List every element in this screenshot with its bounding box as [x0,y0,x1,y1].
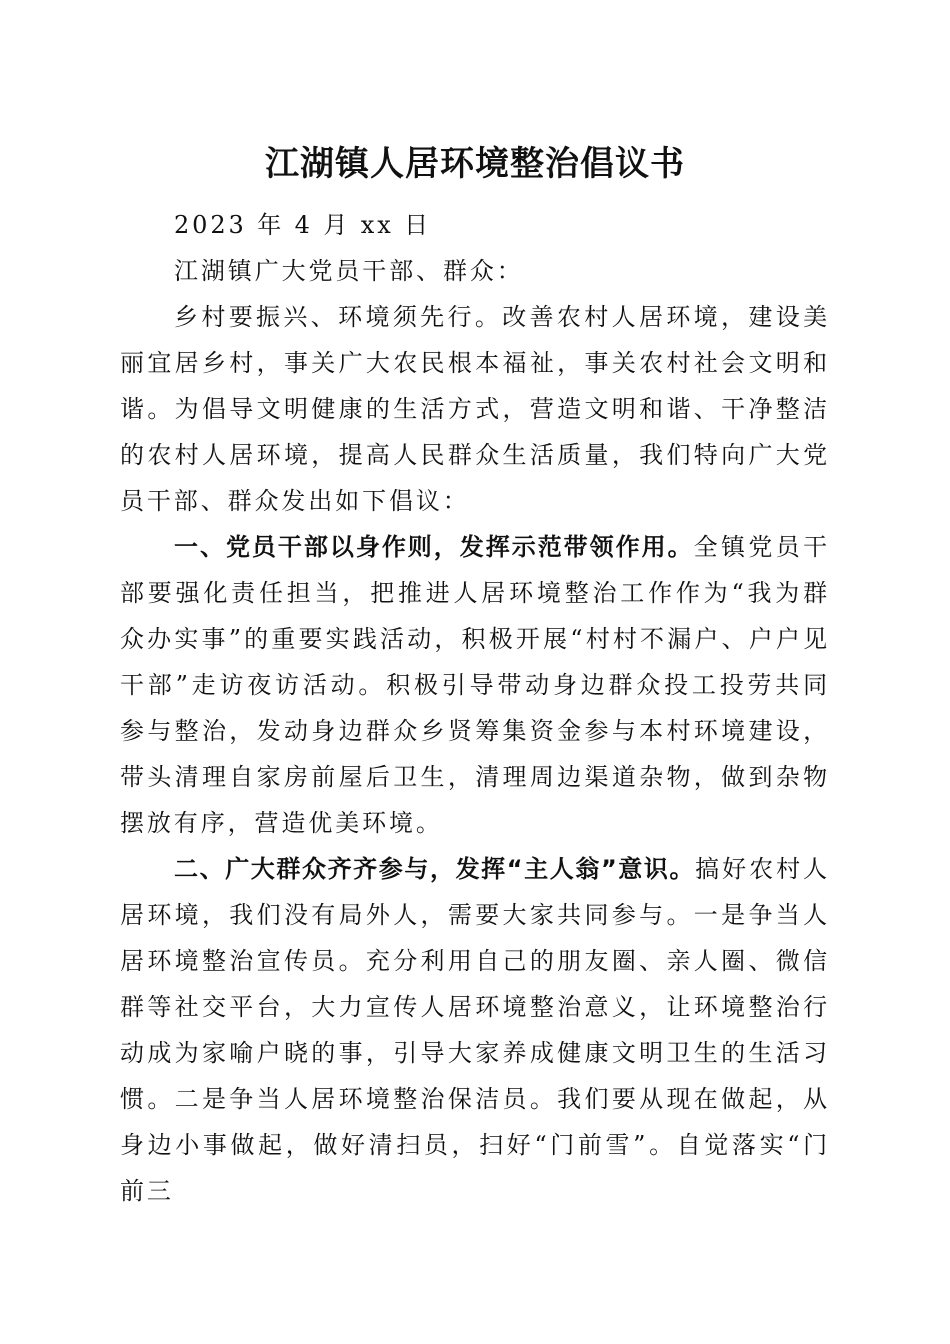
section-1-heading: 一、党员干部以身作则，发挥示范带领作用。 [174,533,694,561]
section-1-text: 全镇党员干部要强化责任担当，把推进人居环境整治工作作为“我为群众办实事”的重要实践活动，积极开展“村村不漏户、户户见干部”走访夜访活动。积极引导带动身边群众投工投劳共同参与整治，发动身边群众乡贤筹集资金参与本村环境建设，带头清理自家房前屋后卫生，清理周边渠道杂物，做到杂物摆放有序，营造优美环境。 [120,533,831,837]
intro-paragraph: 乡村要振兴、环境须先行。改善农村人居环境，建设美丽宜居乡村，事关广大农民根本福祉，事关农村社会文明和谐。为倡导文明健康的生活方式，营造文明和谐、干净整洁的农村人居环境，提高人民群众生活质量，我们特向广大党员干部、群众发出如下倡议： [120,303,830,515]
document-date: 2023 年 4 月 xx 日 [174,211,432,239]
section-2-text: 搞好农村人居环境，我们没有局外人，需要大家共同参与。一是争当人居环境整治宣传员。充分利用自己的朋友圈、亲人圈、微信群等社交平台，大力宣传人居环境整治意义，让环境整治行动成为家喻户晓的事，引导大家养成健康文明卫生的生活习惯。二是争当人居环境整治保洁员。我们要从现在做起，从身边小事做起，做好清扫员，扫好“门前雪”。自觉落实“门前三 [120,855,831,1205]
section-2-heading: 二、广大群众齐齐参与，发挥“主人翁”意识。 [174,855,696,883]
salutation: 江湖镇广大党员干部、群众： [174,257,524,285]
document-body [120,202,830,1214]
document-title: 江湖镇人居环境整治倡议书 [265,144,685,184]
section-2-paragraph [120,846,830,1214]
section-1-paragraph [120,524,830,846]
